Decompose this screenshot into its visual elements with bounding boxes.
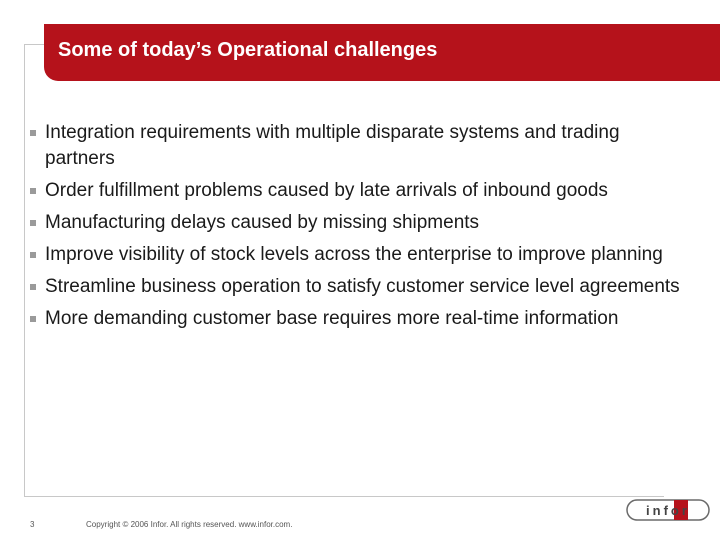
left-border-rule: [24, 44, 25, 496]
page-number: 3: [30, 520, 35, 529]
bullet-item: [26, 210, 686, 236]
bullet-text: Streamline business operation to satisfy customer service level agreements: [45, 276, 680, 297]
bullet-text: Manufacturing delays caused by missing shipments: [45, 212, 480, 233]
svg-text:infor: infor: [646, 503, 690, 518]
square-bullet-icon: [30, 284, 36, 290]
bullet-item: [26, 306, 686, 332]
bullet-text: More demanding customer base requires more real-time information: [45, 308, 619, 329]
bullet-text: Improve visibility of stock levels across the enterprise to improve planning: [45, 244, 663, 265]
bullet-text: Order fulfillment problems caused by late arrivals of inbound goods: [45, 180, 608, 201]
title-bar: [44, 24, 720, 81]
square-bullet-icon: [30, 188, 36, 194]
square-bullet-icon: [30, 130, 36, 136]
square-bullet-icon: [30, 316, 36, 322]
copyright-notice: Copyright © 2006 Infor. All rights reserved. www.infor.com.: [86, 520, 293, 529]
footer-rule: [24, 496, 664, 497]
square-bullet-icon: [30, 220, 36, 226]
slide-title: Some of today’s Operational challenges: [58, 39, 438, 61]
bullet-list: [26, 120, 686, 338]
bullet-item: [26, 120, 686, 172]
bullet-item: [26, 274, 686, 300]
top-border-rule: [24, 44, 44, 45]
square-bullet-icon: [30, 252, 36, 258]
bullet-text: Integration requirements with multiple disparate systems and trading partners: [45, 122, 620, 169]
bullet-item: [26, 178, 686, 204]
infor-logo-icon: [626, 497, 710, 523]
bullet-item: [26, 242, 686, 268]
